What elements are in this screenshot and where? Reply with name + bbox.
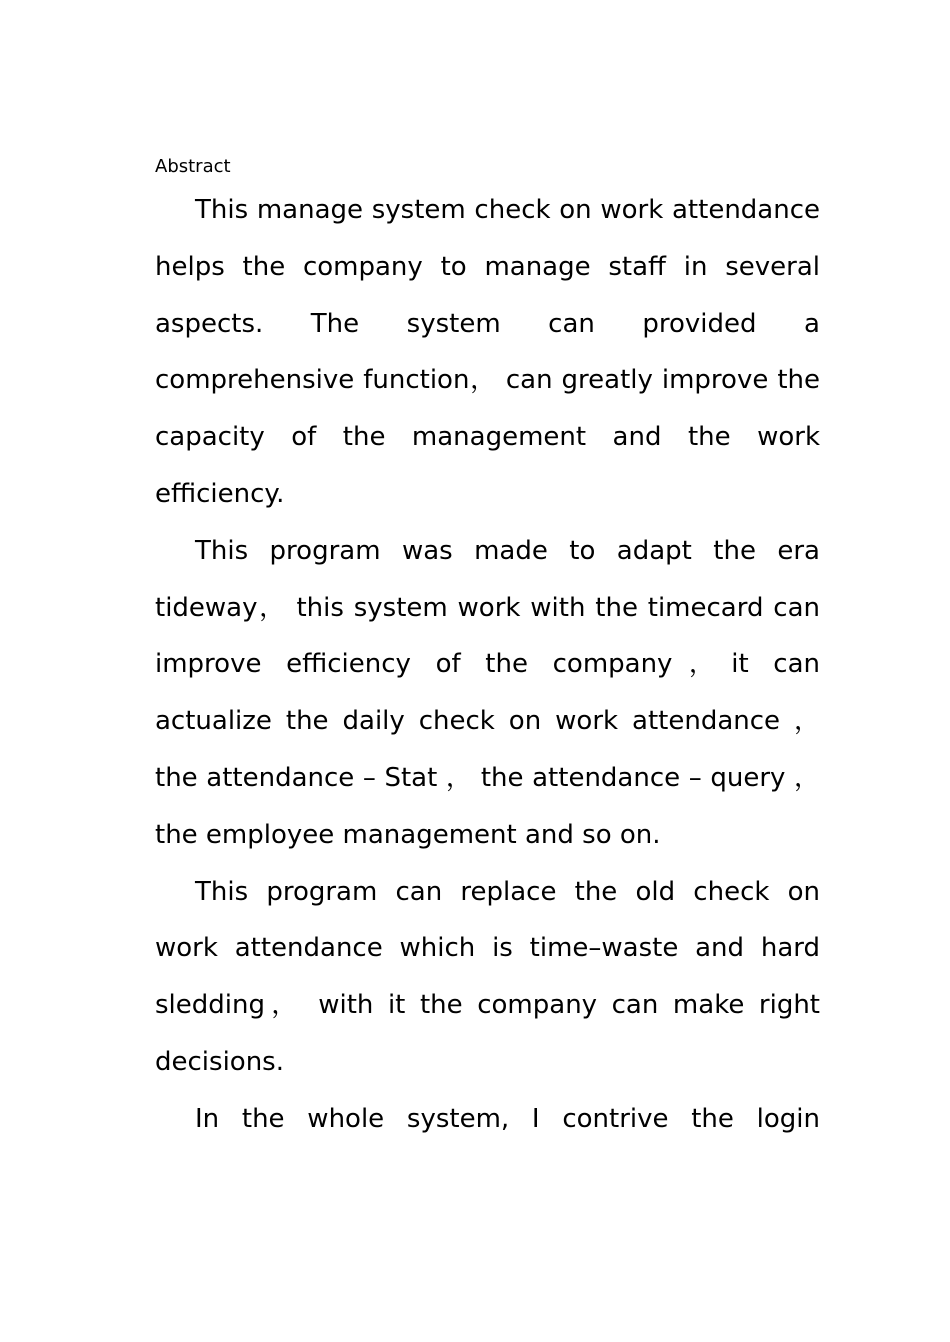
paragraph-4: In the whole system, I contrive the login — [195, 1103, 820, 1134]
paragraph-3: This program can replace the old check on work attendance which is time–waste and hard sledding， with it the company can make right decisions. — [155, 876, 820, 1077]
paragraph-1: This manage system check on work attendance helps the company to manage staff in several aspects. The system can provided a comprehensive function， can greatly improve the capacity of the management and the work efficiency. — [155, 195, 820, 509]
abstract-heading: Abstract — [155, 156, 231, 177]
abstract-body — [155, 182, 820, 1148]
paragraph-2: This program was made to adapt the era tideway， this system work with the timecard can improve efficiency of the company，it can actualize the daily check on work attendance ， the attendance – Stat ， the attendance – query ， the employee management and so on. — [155, 535, 820, 850]
